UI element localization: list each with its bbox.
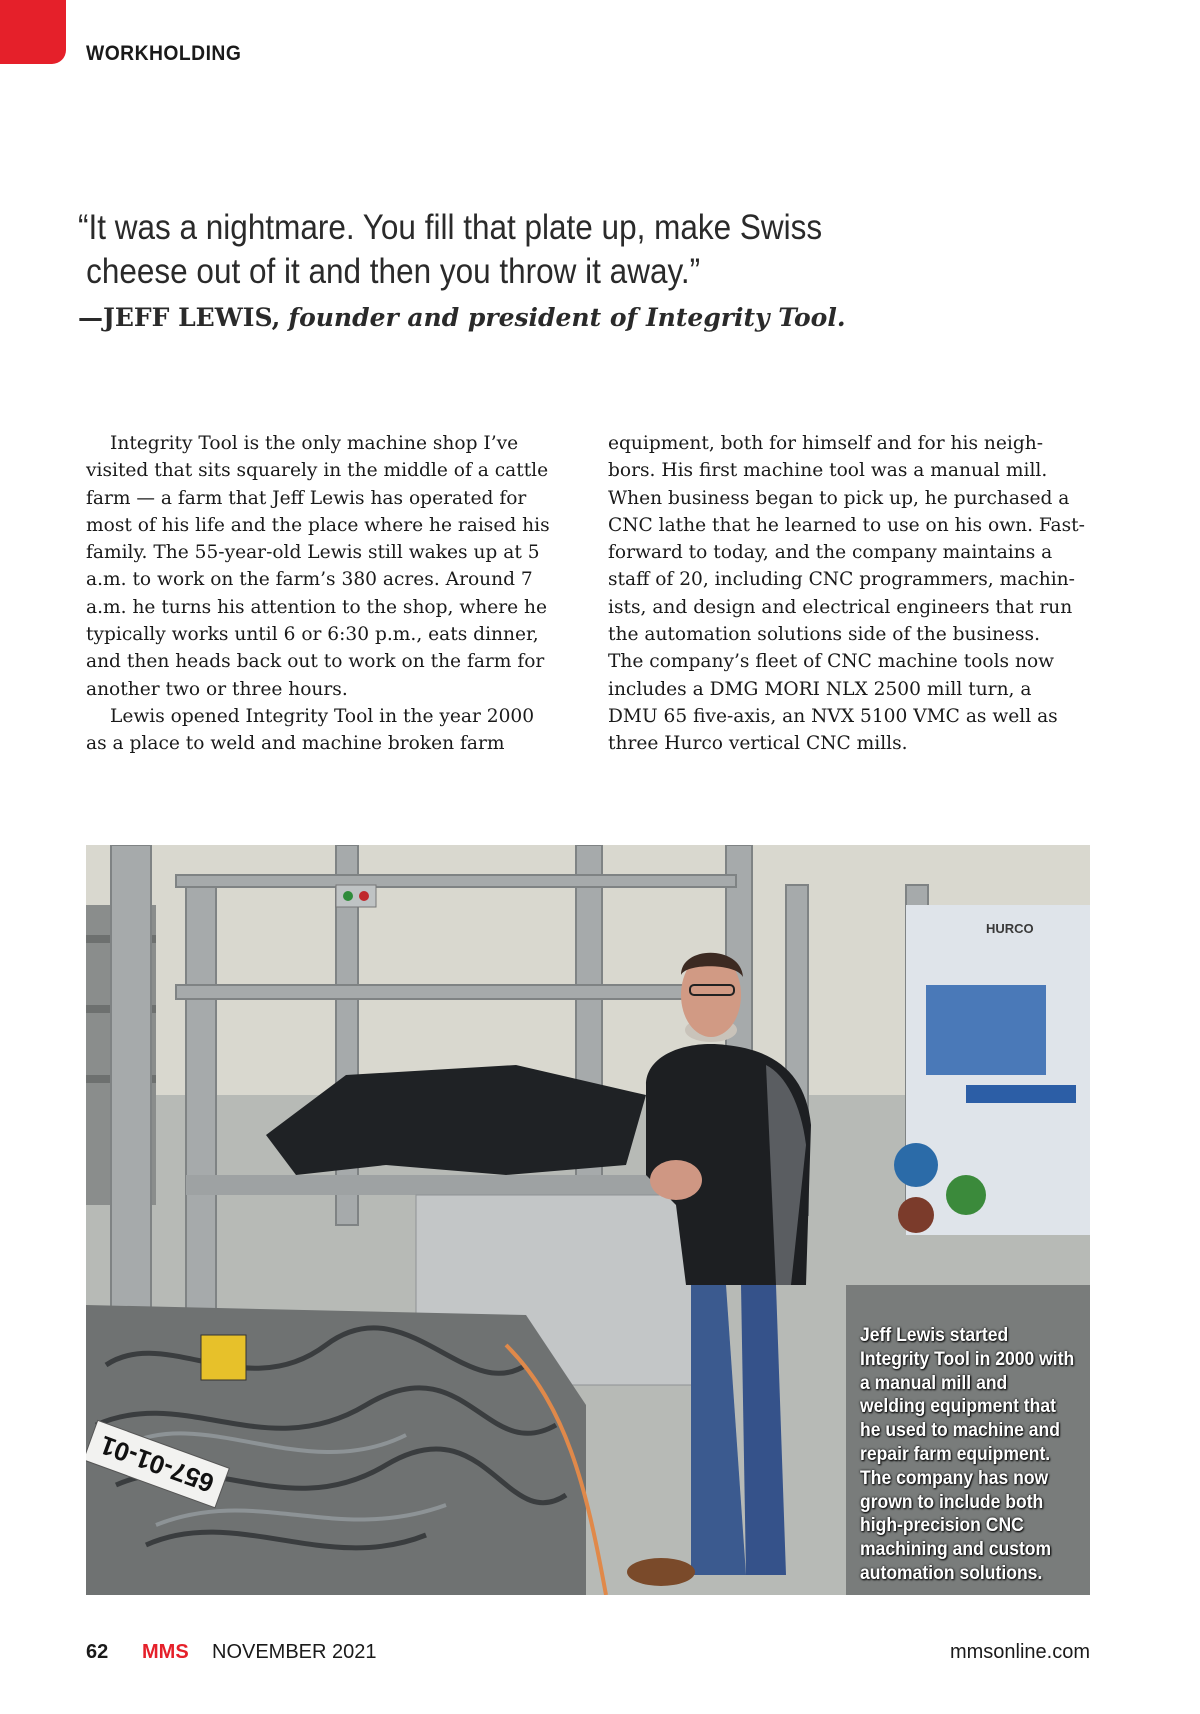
caption-line: a manual mill and [860, 1371, 1008, 1394]
issue-date: NOVEMBER 2021 [212, 1641, 377, 1663]
bin-label: 657-01-01 [96, 1429, 218, 1499]
body-line: and then heads back out to work on the farm for [86, 651, 545, 673]
body-line: three Hurco vertical CNC mills. [608, 733, 908, 755]
hands [650, 1160, 702, 1200]
caption-line: Jeff Lewis started [860, 1324, 1009, 1346]
body-line: The company’s fleet of CNC machine tools now [608, 651, 1055, 673]
hurco-machine-door [926, 985, 1046, 1075]
body-line: Lewis opened Integrity Tool in the year 2000 [110, 705, 535, 727]
caption-line: Integrity Tool in 2000 with [860, 1347, 1075, 1370]
caption-line: high-precision CNC [860, 1514, 1024, 1537]
body-line: a.m. to work on the farm’s 380 acres. Around 7 [86, 569, 533, 591]
pull-quote [78, 206, 888, 294]
body-line: farm — a farm that Jeff Lewis has operated for [86, 487, 527, 509]
caption-line: he used to machine and [860, 1419, 1060, 1442]
attribution-name: —JEFF LEWIS, [78, 303, 281, 332]
cable-reel [894, 1143, 938, 1187]
body-line: ists, and design and electrical engineers that run [608, 596, 1073, 618]
body-line: a.m. he turns his attention to the shop, where he [86, 596, 548, 618]
caption-line: repair farm equipment. [860, 1442, 1051, 1465]
body-line: equipment, both for himself and for his neigh- [608, 433, 1044, 454]
attribution-role: founder and president of Integrity Tool. [288, 303, 846, 332]
body-line: When business began to pick up, he purchased a [608, 487, 1070, 509]
cable-reel [946, 1175, 986, 1215]
cable-reel [898, 1197, 934, 1233]
body-line: bors. His first machine tool was a manual mill. [608, 460, 1048, 482]
body-line: the automation solutions side of the business. [608, 624, 1040, 646]
hurco-label: HURCO [986, 921, 1034, 936]
body-line: DMU 65 five-axis, an NVX 5100 VMC as well as [608, 705, 1058, 727]
body-line: typically works until 6 or 6:30 p.m., eats dinner, [86, 624, 539, 646]
body-line: another two or three hours. [86, 678, 348, 700]
body-column-left [86, 430, 566, 758]
section-color-tab [0, 0, 66, 64]
body-line: Integrity Tool is the only machine shop I’ve [110, 433, 519, 454]
caption-line: automation solutions. [860, 1561, 1043, 1584]
body-column-right [608, 430, 1088, 758]
photo-caption [860, 1324, 1075, 1586]
body-line: forward to today, and the company maintains a [608, 542, 1053, 564]
yellow-connector [201, 1335, 246, 1380]
caption-line: machining and custom [860, 1538, 1052, 1561]
quote-attribution [78, 303, 978, 332]
caption-line: The company has now [860, 1466, 1049, 1489]
magazine-brand: MMS [142, 1641, 189, 1663]
page-number: 62 [86, 1641, 109, 1663]
body-line: most of his life and the place where he raised his [86, 514, 550, 536]
section-label: WORKHOLDING [86, 42, 242, 65]
page-footer [86, 1641, 1090, 1671]
body-line: family. The 55-year-old Lewis still wakes up at 5 [86, 542, 540, 564]
body-line: includes a DMG MORI NLX 2500 mill turn, a [608, 678, 1032, 700]
boot [627, 1558, 695, 1586]
body-line: visited that sits squarely in the middle of a cattle [86, 460, 549, 482]
website-link[interactable]: mmsonline.com [949, 1641, 1090, 1663]
pull-quote-line-1: “It was a nightmare. You fill that plate up, make Swiss [78, 208, 823, 247]
body-line: CNC lathe that he learned to use on his own. Fast- [608, 514, 1085, 536]
pull-quote-line-2: cheese out of it and then you throw it away.” [86, 252, 701, 291]
caption-line: grown to include both [860, 1490, 1044, 1513]
caption-line: welding equipment that [860, 1395, 1056, 1418]
body-line: staff of 20, including CNC programmers, machin- [608, 569, 1075, 591]
signal-light-box [336, 885, 376, 907]
body-line: as a place to weld and machine broken farm [86, 733, 505, 755]
